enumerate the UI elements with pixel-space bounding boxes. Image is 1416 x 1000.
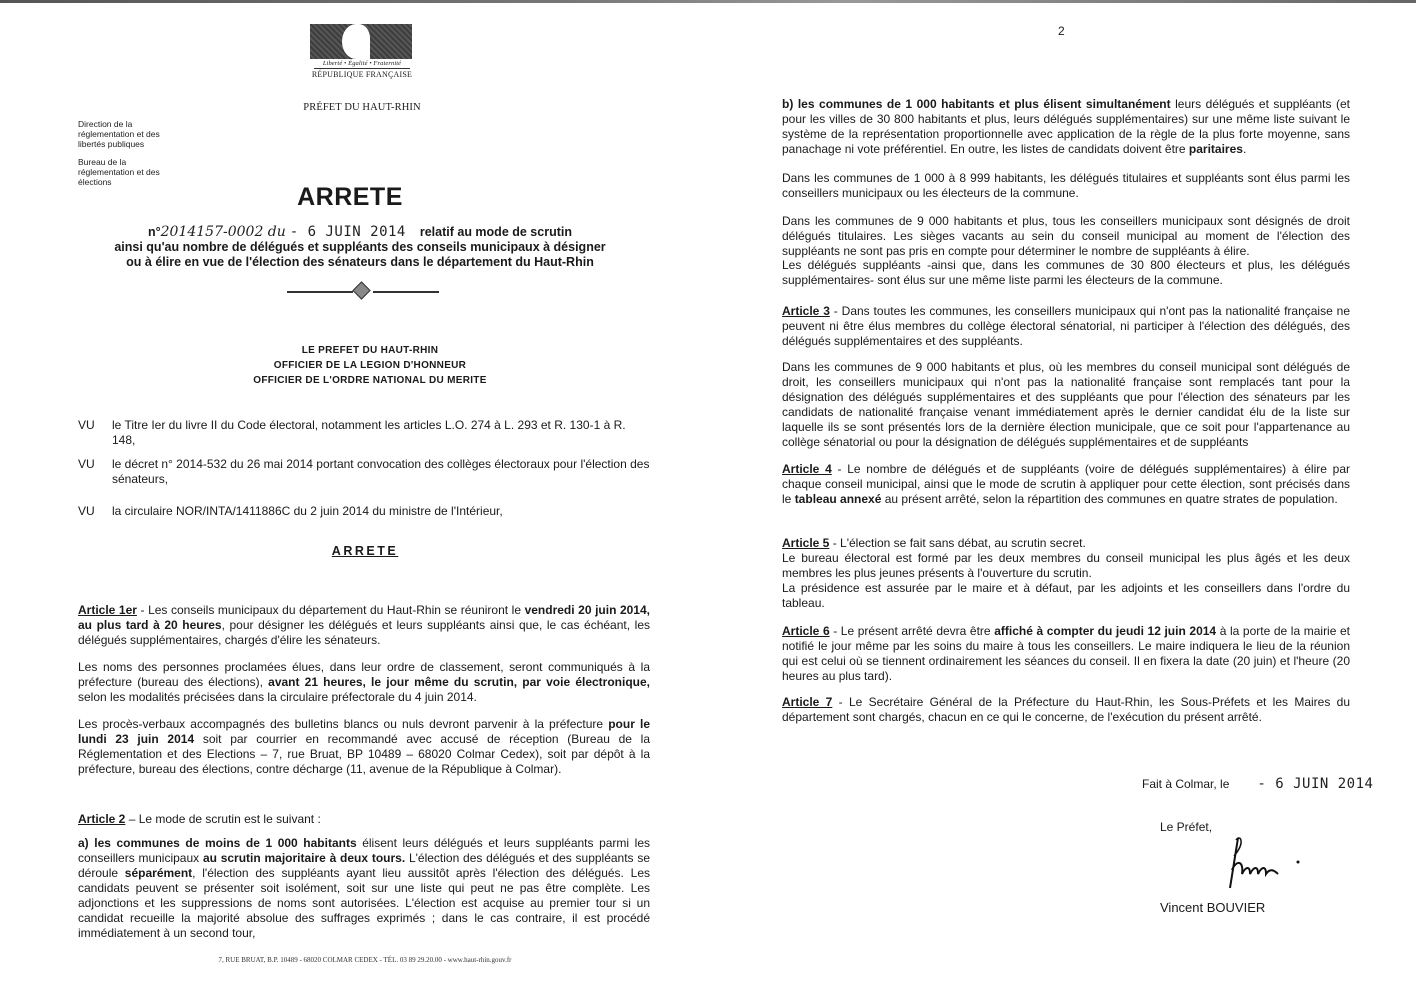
text: , pour désigner les délégués et leurs suppléants ainsi que, le cas échéant, les délégués supplémentaires, chargés d'élire les sénateurs. bbox=[78, 618, 650, 647]
logo-motto: Liberté • Égalité • Fraternité bbox=[322, 60, 402, 67]
vu-item bbox=[78, 457, 650, 487]
subtitle-line: ou à élire en vue de l'élection des sénateurs dans le département du Haut-Rhin bbox=[126, 255, 594, 269]
date-stamp: - 6 JUIN 2014 bbox=[1257, 776, 1374, 792]
arrete-number-line bbox=[148, 224, 572, 240]
prefet-title-line: LE PREFET DU HAUT-RHIN bbox=[301, 345, 439, 356]
article-2-paragraph-b bbox=[782, 97, 1350, 157]
article-3-paragraph-2: Dans les communes de 9 000 habitants et plus, où les membres du conseil municipal sont délégués de droit, les conseillers municipaux qui n'ont pas la nationalité française sont remplacés tant pour la désignation des délégués supplémentaires et des suppléants que pour l'élection des sénateurs par les candidats de nationalité française venant immédiatement après le dernier candidat élu de la liste sur laquelle ils se sont présentés lors de la dernière élection municipale, que ce soit pour l'appartenance au collège sénatorial ou pour la désignation de délégués supplémentaires et de suppléants bbox=[782, 360, 1350, 449]
article-1-paragraph-2 bbox=[78, 660, 650, 705]
handwritten-number: 2014157-0002 du bbox=[160, 224, 286, 240]
article-5 bbox=[782, 536, 1350, 611]
bold-text: paritaires bbox=[1188, 142, 1243, 156]
diamond-ornament-icon bbox=[287, 284, 437, 300]
vu-item bbox=[78, 418, 650, 448]
page-1 bbox=[0, 0, 700, 1000]
number-prefix: n° bbox=[148, 225, 161, 239]
arrete-heading: ARRETE bbox=[331, 544, 399, 558]
vu-label: VU bbox=[78, 457, 95, 471]
page-number: 2 bbox=[1058, 24, 1065, 38]
title-relatif: relatif au mode de scrutin bbox=[419, 225, 572, 239]
bold-text: a) les communes de moins de 1 000 habitants bbox=[78, 836, 357, 850]
article-5-label: Article 5 bbox=[782, 536, 830, 550]
vu-item bbox=[78, 504, 650, 519]
le-prefet-label: Le Préfet, bbox=[1160, 820, 1213, 834]
text: selon les modalités précisées dans la circulaire préfectorale du 4 juin 2014. bbox=[78, 690, 477, 704]
text: La présidence est assurée par le maire et à défaut, par les adjoints et les conseillers dans l'ordre du tableau. bbox=[782, 581, 1350, 610]
document-title: ARRETE bbox=[297, 183, 403, 211]
text: - Le nombre de délégués et de suppléants (voire de délégués supplémentaires) à élire par chaque conseil municipal, ainsi que le mode de scrutin à appliquer pour cette élection, sont précisés dans le bbox=[782, 462, 1351, 506]
article-7-label: Article 7 bbox=[782, 695, 833, 709]
text: Les procès-verbaux accompagnés des bulletins blancs ou nuls devront parvenir à la préfecture bbox=[78, 717, 609, 731]
article-3-paragraph-1 bbox=[782, 304, 1350, 349]
prefet-titles bbox=[0, 343, 740, 388]
text: L'élection des délégués et des suppléants se déroule bbox=[78, 851, 651, 880]
marianne-logo bbox=[310, 24, 414, 79]
marianne-emblem-icon bbox=[310, 24, 412, 59]
bold-text: vendredi 20 juin 2014, au plus tard à 20 heures bbox=[78, 603, 650, 632]
bold-text: b) les communes de 1 000 habitants et plus élisent simultanément bbox=[782, 97, 1171, 111]
paragraph-9000-b: Les délégués suppléants -ainsi que, dans les communes de 30 800 électeurs et plus, les délégués supplémentaires- sont élus sur une même liste parmi les électeurs de la commune. bbox=[782, 258, 1350, 287]
bold-text: séparément bbox=[124, 866, 193, 880]
article-6-label: Article 6 bbox=[782, 624, 830, 638]
bold-text: avant 21 heures, le jour même du scrutin, par voie électronique, bbox=[268, 675, 651, 689]
page-footer-address: 7, RUE BRUAT, B.P. 10489 - 68020 COLMAR CEDEX - TÉL. 03 89 29.20.00 - www.haut-rhin.gouv.fr bbox=[218, 956, 512, 964]
text: au présent arrêté, selon la répartition des communes en quatre strates de population. bbox=[881, 492, 1338, 506]
date-stamp: - 6 JUIN 2014 bbox=[289, 224, 406, 240]
subtitle-line: ainsi qu'au nombre de délégués et suppléants des conseils municipaux à désigner bbox=[114, 240, 606, 254]
bold-text: pour le lundi 23 juin 2014 bbox=[78, 717, 650, 746]
text: . bbox=[1242, 142, 1247, 156]
text: - L'élection se fait sans débat, au scrutin secret. bbox=[829, 536, 1086, 550]
handwritten-signature-icon bbox=[1216, 830, 1306, 892]
vu-label: VU bbox=[78, 504, 95, 518]
article-4 bbox=[782, 462, 1350, 507]
text: soit par courrier en recommandé avec accusé de réception (Bureau de la Réglementation et des Elections – 7, rue Bruat, BP 10489 – 68020 Colmar Cedex), soit par dépôt à la préfecture, bureau des élections, contre décharge (11, avenue de la République à Colmar). bbox=[78, 732, 651, 776]
prefet-title-line: OFFICIER DE L'ORDRE NATIONAL DU MERITE bbox=[253, 375, 487, 386]
article-7 bbox=[782, 695, 1350, 725]
article-6 bbox=[782, 624, 1350, 684]
text: Les noms des personnes proclamées élues, dans leur ordre de classement, seront communiqués à la préfecture (bureau des élections), bbox=[78, 660, 650, 689]
fait-a-text: Fait à Colmar, le bbox=[1142, 777, 1230, 791]
article-2-paragraph-a bbox=[78, 836, 650, 941]
text: – Le mode de scrutin est le suivant : bbox=[125, 812, 321, 826]
signatory-name: Vincent BOUVIER bbox=[1160, 900, 1266, 915]
prefecture-name: PRÉFET DU HAUT-RHIN bbox=[303, 102, 421, 113]
text: - Le Secrétaire Général de la Préfecture du Haut-Rhin, les Sous-Préfets et les Maires du département sont chargés, chacun en ce qui le concerne, de l'exécution du présent arrêté. bbox=[782, 695, 1350, 724]
vu-text: la circulaire NOR/INTA/1411886C du 2 juin 2014 du ministre de l'Intérieur, bbox=[112, 504, 503, 518]
page-2 bbox=[708, 0, 1416, 1000]
text: élisent leurs délégués et leurs suppléants parmi les conseillers municipaux bbox=[78, 836, 650, 865]
text: à la porte de la mairie et notifié le jour même par les soins du maire à tous les conseillers. Le maire indiquera le lieu de la réunion qui est celui où se tiennent ordinairement les séances du conseil. Il en fixera la date (20 juin) et l'heure (20 heures au plus tard). bbox=[782, 624, 1351, 683]
signature-place-date bbox=[1142, 776, 1387, 792]
text: leurs délégués et suppléants (et pour les villes de 30 800 habitants et plus, leurs délégués supplémentaires) sur une même liste suivant le système de la représentation proportionnelle avec application de la règle de la plus forte moyenne, sans panachage ni vote préférentiel. En outre, les listes de candidats doivent être bbox=[782, 97, 1350, 156]
text: - Dans toutes les communes, les conseillers municipaux qui n'ont pas la nationalité française ne peuvent ni être élus membres du collège électoral sénatorial, ni participer à l'élection des délégués, des délégués supplémentaires et des suppléants. bbox=[782, 304, 1350, 348]
article-4-label: Article 4 bbox=[782, 462, 832, 476]
service-bureau: Bureau de la réglementation et des élections bbox=[78, 157, 160, 187]
article-1-paragraph-3 bbox=[78, 717, 650, 777]
article-1-paragraph-1 bbox=[78, 603, 650, 648]
logo-republic: RÉPUBLIQUE FRANÇAISE bbox=[311, 70, 413, 79]
document-subtitle bbox=[0, 240, 720, 270]
vu-text: le Titre Ier du livre II du Code électoral, notamment les articles L.O. 274 à L. 293 et R. 130-1 à R. 148, bbox=[112, 418, 626, 447]
article-2-label: Article 2 bbox=[78, 812, 126, 826]
paragraph-9000-a: Dans les communes de 9 000 habitants et plus, tous les conseillers municipaux sont désignés de droit délégués titulaires. Les sièges vacants au sein du conseil municipal au moment de l'élection des suppléants ne sont pas pris en compte pour déterminer le nombre de suppléants à élire. bbox=[782, 214, 1350, 258]
prefet-title-line: OFFICIER DE LA LEGION D'HONNEUR bbox=[273, 360, 467, 371]
vu-label: VU bbox=[78, 418, 95, 432]
article-3-label: Article 3 bbox=[782, 304, 830, 318]
text: , l'élection des suppléants ayant lieu aussitôt après l'élection des délégués. Les candidats peuvent se présenter soit isolément, soit sur une liste qui peut ne pas être complète. Les adjonctions et les suppressions de noms sont autorisées. L'élection est acquise au premier tour si un candidat recueille la majorité absolue des suffrages exprimés ; dans le cas contraire, il est procédé immédiatement à un second tour, bbox=[78, 866, 650, 940]
text: - Les conseils municipaux du département du Haut-Rhin se réuniront le bbox=[136, 603, 525, 617]
service-direction: Direction de la réglementation et des libertés publiques bbox=[78, 119, 160, 149]
bold-text: au scrutin majoritaire à deux tours. bbox=[202, 851, 406, 865]
vu-text: le décret n° 2014-532 du 26 mai 2014 portant convocation des collèges électoraux pour l'élection des sénateurs, bbox=[112, 457, 650, 486]
bold-text: affiché à compter du jeudi 12 juin 2014 bbox=[994, 624, 1217, 638]
paragraph-1000-8999: Dans les communes de 1 000 à 8 999 habitants, les délégués titulaires et suppléants sont élus parmi les conseillers municipaux ou les électeurs de la commune. bbox=[782, 171, 1350, 200]
article-1-label: Article 1er bbox=[78, 603, 137, 617]
article-2-intro bbox=[78, 812, 650, 827]
text: Le bureau électoral est formé par les deux membres du conseil municipal les plus âgés et les deux membres les plus jeunes présents à l'ouverture du scrutin. bbox=[782, 551, 1350, 580]
bold-text: tableau annexé bbox=[794, 492, 882, 506]
text: - Le présent arrêté devra être bbox=[829, 624, 995, 638]
